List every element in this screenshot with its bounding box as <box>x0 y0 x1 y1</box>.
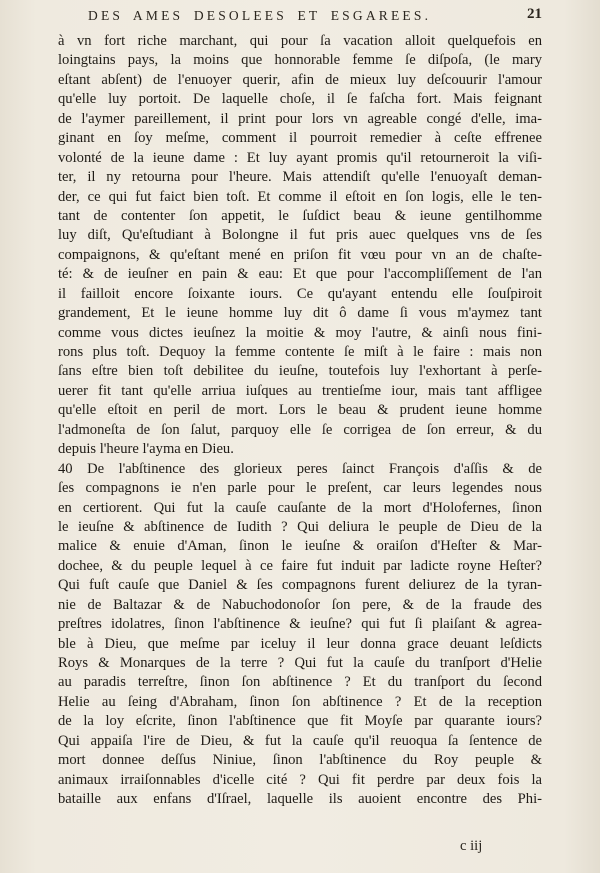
text-line: depuis l'heure l'ayma en Dieu. <box>58 441 234 458</box>
text-line: il failloit encore ſoixante iours. Ce qu'ayant entendu elle ſouſpiroit <box>58 285 542 302</box>
text-line: Helie au ſeing d'Abraham, ſinon ſon abſtinence ? Et de la reception <box>58 693 542 710</box>
paragraph-start-line: 40 De l'abſtinence des glorieux peres ſainct François d'aſſis & de <box>58 460 542 477</box>
text-line: animaux irraiſonnables d'icelle cité ? Qui fit perdre par deux fois la <box>58 771 542 788</box>
text-line: à vn fort riche marchant, qui pour ſa vacation alloit quelquefois en <box>58 33 542 49</box>
text-line: té: & de ieuſner en pain & eau: Et que pour l'accompliſſement de l'an <box>58 266 542 283</box>
text-line: le ieuſne & abſtinence de Iudith ? Qui deliura le peuple de Dieu de la <box>58 518 542 535</box>
text-line: de l'aymer pareillement, il print pour lors vn agreable congé d'elle, ima- <box>58 110 542 127</box>
text-line: grandement, Et le ieune homme luy dit ô dame ſi vous m'aymez tant <box>58 305 542 322</box>
text-line: eſtant abſent) de l'enuoyer querir, afin de mieux luy deſcouurir l'amour <box>58 71 542 88</box>
text-line: au paradis terreſtre, ſinon ſon abſtinence ? Et du tranſport du ſecond <box>58 674 542 691</box>
text-line: tant de contenter ſon appetit, le ſuſdict beau & ieune gentilhomme <box>58 207 542 224</box>
text-line: rons plus toſt. Dequoy la femme contente ſe miſt à le faire : mais non <box>58 344 542 360</box>
text-line: bataille aux enfans d'Iſrael, laquelle ils auoient encontre des Phi- <box>58 791 542 808</box>
text-line: ter, il ny retourna pour l'heure. Mais attendiſt qu'elle l'enuoyaſt deman- <box>58 169 542 186</box>
text-line: ſans eſtre bien toſt debilitee du ieuſne, toutefois luy l'exhortant à perſe- <box>58 363 542 380</box>
text-line: comme vous dictes ieuſnez la moitie & moy l'autre, & ainſi nous fini- <box>58 324 542 341</box>
body-text <box>58 32 542 810</box>
text-line: dochee, & du peuple lequel à ce faire fut induit par ladicte royne Heſter? <box>58 557 542 574</box>
text-line: der, ce qui fut faict bien toſt. Et comme il eſtoit en ſon logis, elle le ten- <box>58 188 542 205</box>
text-line: volonté de la ieune dame : Et luy ayant promis qu'il retourneroit la viſi- <box>58 149 542 166</box>
text-line: ſes compagnons ie n'en parle pour le preſent, car leurs legendes nous <box>58 480 542 497</box>
text-line: compaignons, & qu'eſtant mené en priſon fit vœu pour vn an de chaſte- <box>58 246 542 263</box>
text-line: nie de Baltazar & de Nabuchodonoſor ſon pere, & de la fraude des <box>58 596 542 613</box>
text-line: Qui appaiſa l'ire de Dieu, & fut la cauſe qu'il reuoqua ſa ſentence de <box>58 732 542 749</box>
signature-mark: c iij <box>460 838 483 854</box>
text-line: Qui fuſt cauſe que Daniel & ſes compagnons furent deliurez de la tyran- <box>58 577 542 594</box>
text-line: preſtres idolatres, ſinon l'abſtinence & ieuſne? qui fut ſi plaiſant & agrea- <box>58 616 542 633</box>
text-line: uerer fit tant qu'elle arriua iuſques au trentieſme iour, mais tant affligee <box>58 382 542 399</box>
text-line: qu'elle luy portoit. De laquelle choſe, il ſe faſcha fort. Mais feignant <box>58 91 542 108</box>
text-line: Roys & Monarques de la terre ? Qui fut la cauſe du tranſport d'Helie <box>58 655 542 671</box>
text-line: malice & enuie d'Aman, ſinon le ieuſne & oraiſon d'Heſter & Mar- <box>58 538 542 555</box>
text-line: mort donnee deſſus Niniue, ſinon l'abſtinence du Roy peuple & <box>58 752 542 769</box>
text-line: loingtains pays, la moins que honnorable femme ſe diſpoſa, (le mary <box>58 52 542 69</box>
page-header <box>70 6 542 28</box>
text-line: de la loy eſcrite, ſinon l'abſtinence que fit Moyſe par quarante iours? <box>58 713 542 730</box>
text-line: ginant en ſoy meſme, comment il pourroit remedier à ceſte effrenee <box>58 130 542 147</box>
page-number: 21 <box>527 6 542 22</box>
text-line: l'admoneſta de ſon ſalut, parquoy elle ſe corrigea de ſon erreur, & du <box>58 421 542 438</box>
text-line: luy diſt, Qu'eſtudiant à Bolongne il fut pris auec quelques vns de ſes <box>58 227 542 244</box>
text-line: ble à Dieu, que meſme par iceluy il leur donna grace deuant leſdicts <box>58 635 542 652</box>
text-line: qu'elle eſtoit en peril de mort. Lors le beau & prudent ieune homme <box>58 402 542 419</box>
text-line: en certiorent. Qui fut la cauſe cauſante de la mort d'Holofernes, ſinon <box>58 499 542 516</box>
running-title: DES AMES DESOLEES ET ESGAREES. <box>88 8 432 23</box>
